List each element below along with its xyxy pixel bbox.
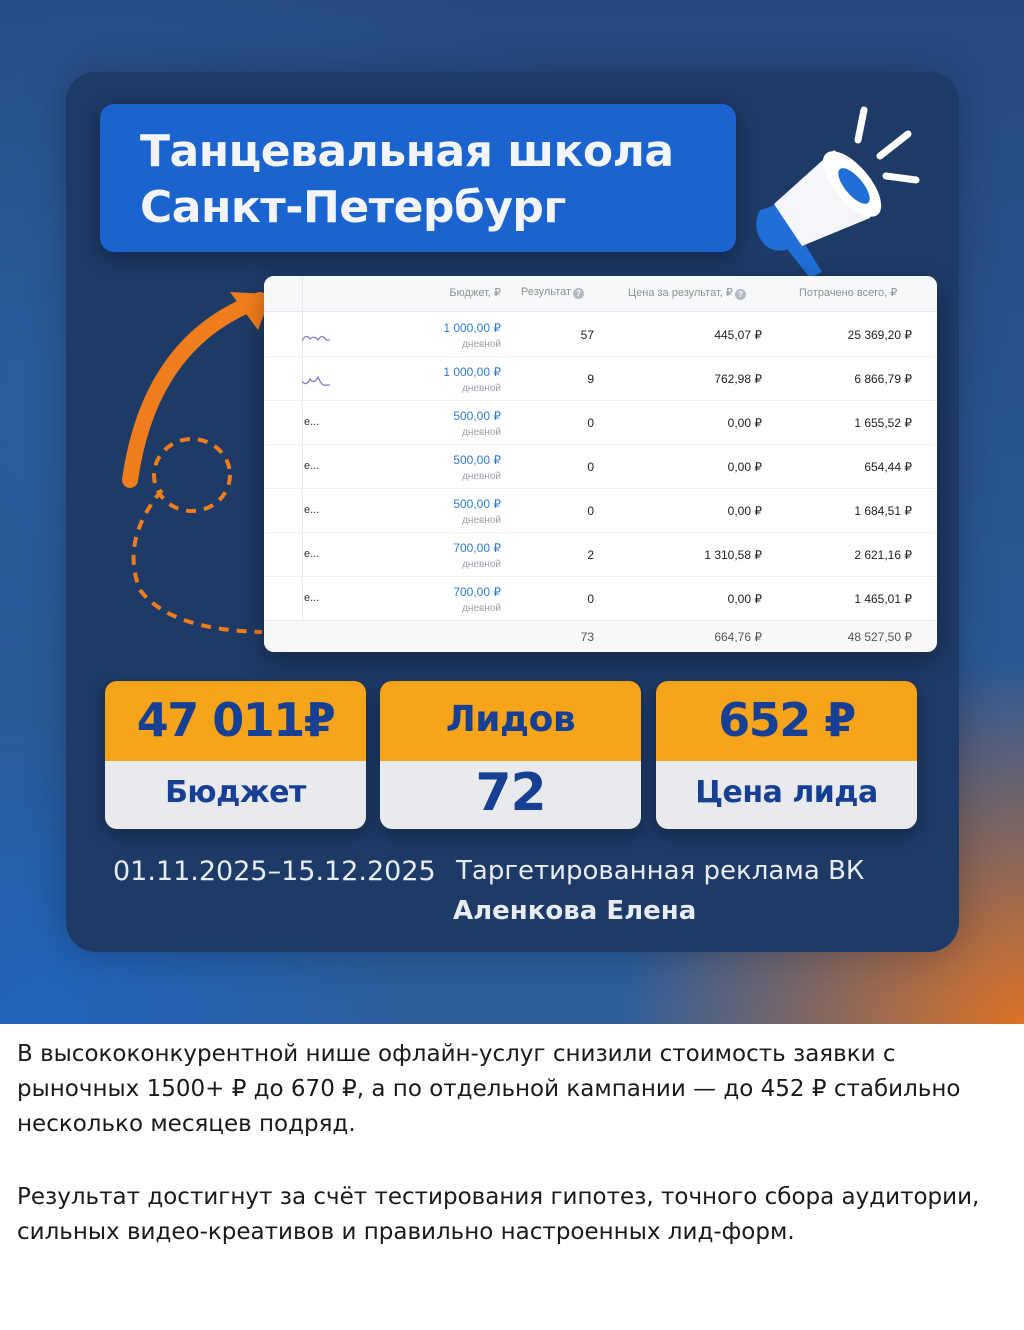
- help-icon[interactable]: ?: [735, 289, 746, 300]
- table-row[interactable]: [264, 313, 937, 357]
- stat-card-budget: [105, 681, 366, 829]
- curved-arrow-icon: [110, 280, 280, 640]
- campaign-name[interactable]: е...: [304, 592, 320, 604]
- budget-type: дневной: [462, 427, 501, 438]
- ad-type: Таргетированная реклама ВК: [456, 856, 865, 886]
- sparkline-icon: [302, 331, 332, 343]
- description-paragraph-2: Результат достигнут за счёт тестирования гипотез, точного сбора аудитории, сильных видео-креативов и правильно настроенных лид-форм.: [17, 1184, 980, 1245]
- table-row[interactable]: [264, 533, 937, 577]
- header-result[interactable]: Результат ?: [521, 286, 584, 299]
- spent-value: 6 866,79 ₽: [854, 372, 912, 386]
- result-value: 57: [580, 328, 594, 342]
- budget-type: дневной: [462, 515, 501, 526]
- help-icon[interactable]: ?: [573, 288, 584, 299]
- result-value: 0: [587, 460, 594, 474]
- megaphone-icon: [730, 100, 930, 280]
- title-box: [100, 104, 736, 252]
- price-value: 1 310,58 ₽: [704, 548, 762, 562]
- spent-value: 654,44 ₽: [864, 460, 912, 474]
- budget-link[interactable]: 700,00 ₽: [453, 541, 501, 555]
- table-row[interactable]: [264, 445, 937, 489]
- result-value: 0: [587, 416, 594, 430]
- budget-type: дневной: [462, 471, 501, 482]
- header-spent[interactable]: Потрачено всего, ₽: [799, 287, 898, 299]
- budget-link[interactable]: 500,00 ₽: [453, 409, 501, 423]
- budget-type: дневной: [462, 383, 501, 394]
- budget-link[interactable]: 500,00 ₽: [453, 497, 501, 511]
- spent-value: 2 621,16 ₽: [854, 548, 912, 562]
- campaign-name[interactable]: е...: [304, 504, 320, 516]
- table-header: [264, 276, 937, 312]
- ads-stats-table: [264, 276, 937, 652]
- sparkline-icon: [302, 375, 332, 387]
- result-value: 0: [587, 592, 594, 606]
- stat-value: 47 011₽: [136, 693, 335, 747]
- stat-label: Цена лида: [695, 775, 878, 810]
- stat-value: 72: [475, 763, 546, 823]
- description-paragraph-1: В высококонкурентной нише офлайн-услуг снизили стоимость заявки с рыночных 1500+ ₽ до 670 ₽, а по отдельной кампании — до 452 ₽ стабильно несколько месяцев подряд.: [17, 1041, 961, 1137]
- table-totals: [264, 620, 937, 652]
- price-value: 762,98 ₽: [714, 372, 762, 386]
- budget-link[interactable]: 700,00 ₽: [453, 585, 501, 599]
- stat-label: Лидов: [445, 699, 576, 740]
- title-line-1: Танцевальная школа: [140, 126, 674, 177]
- stat-label: Бюджет: [165, 775, 306, 810]
- stat-top: [105, 681, 366, 761]
- stat-top: [380, 681, 641, 761]
- spent-value: 1 465,01 ₽: [854, 592, 912, 606]
- campaign-name[interactable]: е...: [304, 460, 320, 472]
- price-value: 0,00 ₽: [727, 460, 762, 474]
- stat-card-leads: [380, 681, 641, 829]
- total-price: 664,76 ₽: [714, 630, 762, 644]
- stat-card-lead-price: [656, 681, 917, 829]
- header-price[interactable]: Цена за результат, ₽ ?: [628, 286, 746, 300]
- table-row[interactable]: [264, 489, 937, 533]
- author-name: Аленкова Елена: [453, 896, 697, 926]
- result-value: 2: [587, 548, 594, 562]
- result-value: 9: [587, 372, 594, 386]
- spent-value: 1 655,52 ₽: [854, 416, 912, 430]
- budget-type: дневной: [462, 559, 501, 570]
- stat-bottom: [105, 761, 366, 829]
- budget-type: дневной: [462, 603, 501, 614]
- stat-value: 652 ₽: [718, 693, 855, 747]
- header-budget[interactable]: Бюджет, ₽: [449, 287, 501, 299]
- price-value: 445,07 ₽: [714, 328, 762, 342]
- campaign-dates: 01.11.2025–15.12.2025: [113, 856, 436, 887]
- stat-bottom: [656, 761, 917, 829]
- price-value: 0,00 ₽: [727, 592, 762, 606]
- total-result: 73: [580, 630, 594, 644]
- price-value: 0,00 ₽: [727, 504, 762, 518]
- price-value: 0,00 ₽: [727, 416, 762, 430]
- stat-bottom: [380, 761, 641, 829]
- result-value: 0: [587, 504, 594, 518]
- budget-link[interactable]: 1 000,00 ₽: [443, 321, 501, 335]
- campaign-name[interactable]: е...: [304, 416, 320, 428]
- table-row[interactable]: [264, 357, 937, 401]
- title-line-2: Санкт-Петербург: [140, 182, 566, 233]
- table-row[interactable]: [264, 401, 937, 445]
- campaign-name[interactable]: е...: [304, 548, 320, 560]
- budget-link[interactable]: 1 000,00 ₽: [443, 365, 501, 379]
- budget-link[interactable]: 500,00 ₽: [453, 453, 501, 467]
- spent-value: 25 369,20 ₽: [847, 328, 912, 342]
- budget-type: дневной: [462, 339, 501, 350]
- total-spent: 48 527,50 ₽: [847, 630, 912, 644]
- stat-top: [656, 681, 917, 761]
- table-row[interactable]: [264, 577, 937, 621]
- spent-value: 1 684,51 ₽: [854, 504, 912, 518]
